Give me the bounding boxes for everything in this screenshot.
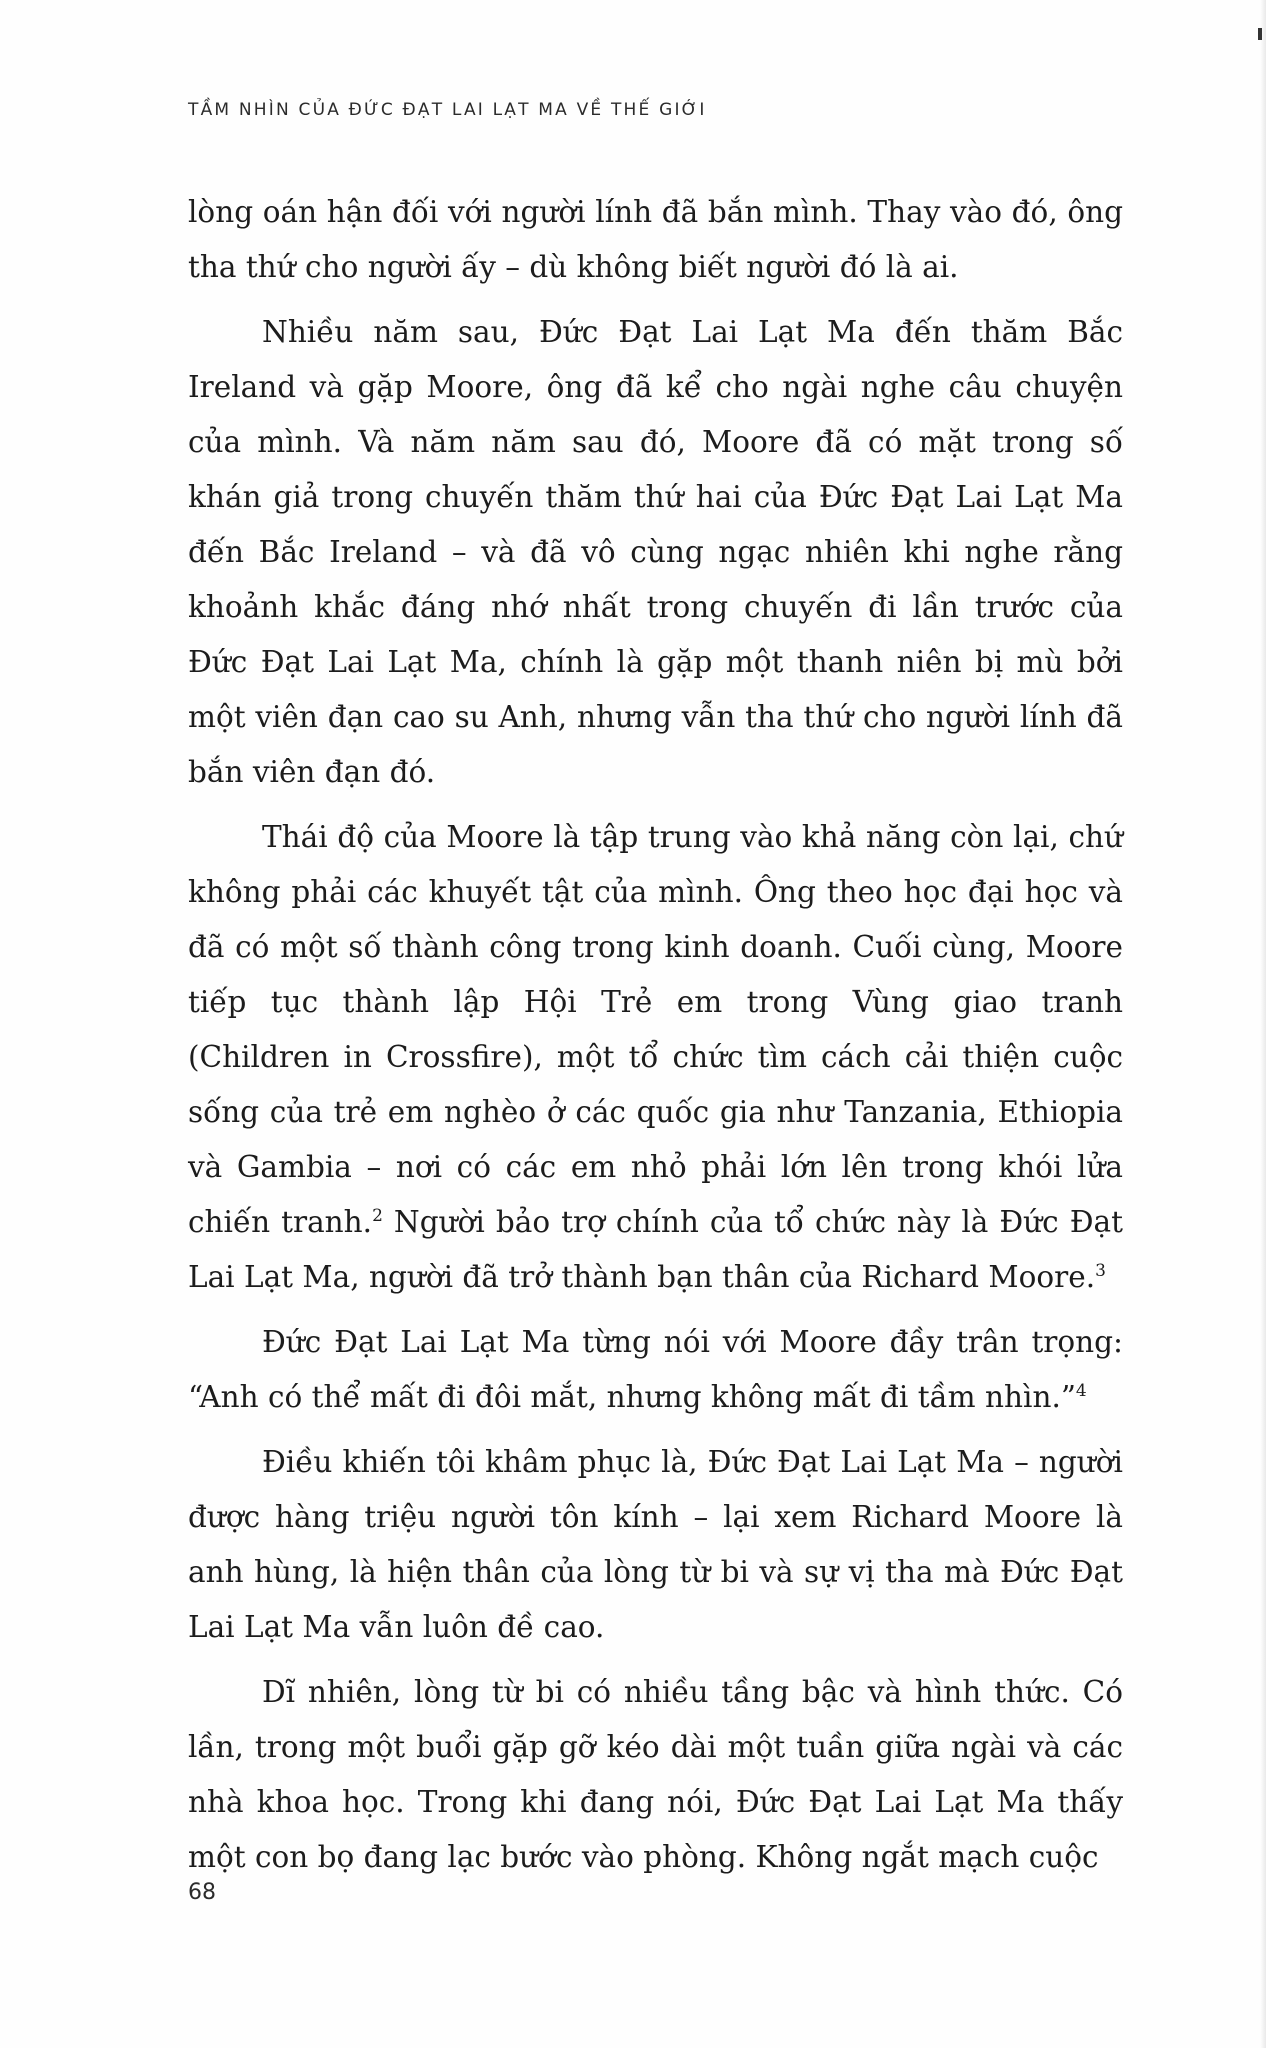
page-edge-shadow bbox=[1260, 0, 1266, 2048]
footnote-ref[interactable]: 4 bbox=[1075, 1381, 1087, 1402]
corner-mark bbox=[1258, 28, 1262, 40]
paragraph: Điều khiến tôi khâm phục là, Đức Đạt Lai Lạt Ma – người được hàng triệu người tôn kính – lại xem Richard Moore là anh hùng, là hiện thân của lòng từ bi và sự vị tha mà Đức Đạt Lai Lạt Ma vẫn luôn đề cao. bbox=[188, 1445, 1123, 1644]
footnote-ref[interactable]: 2 bbox=[372, 1206, 383, 1227]
running-header: TẦM NHÌN CỦA ĐỨC ĐẠT LAI LẠT MA VỀ THẾ GIỚI bbox=[188, 100, 707, 120]
paragraph: Nhiều năm sau, Đức Đạt Lai Lạt Ma đến thăm Bắc Ireland và gặp Moore, ông đã kể cho ngài nghe câu chuyện của mình. Và năm năm sau đó, Moore đã có mặt trong số khán giả trong chuyến thăm thứ hai của Đức Đạt Lai Lạt Ma đến Bắc Ireland – và đã vô cùng ngạc nhiên khi nghe rằng khoảnh khắc đáng nhớ nhất trong chuyến đi lần trước của Đức Đạt Lai Lạt Ma, chính là gặp một thanh niên bị mù bởi một viên đạn cao su Anh, nhưng vẫn tha thứ cho người lính đã bắn viên đạn đó. bbox=[188, 315, 1123, 789]
body-text bbox=[188, 185, 1123, 1895]
paragraph: Thái độ của Moore là tập trung vào khả năng còn lại, chứ không phải các khuyết tật của mình. Ông theo học đại học và đã có một số thành công trong kinh doanh. Cuối cùng, Moore tiếp tục thành lập Hội Trẻ em trong Vùng giao tranh (Children in Crossfire), một tổ chức tìm cách cải thiện cuộc sống của trẻ em nghèo ở các quốc gia như Tanzania, Ethiopia và Gambia – nơi có các em nhỏ phải lớn lên trong khói lửa chiến tranh.$^2$ Người bảo trợ chính của tổ chức này là Đức Đạt Lai Lạt Ma, người đã trở thành bạn thân của Richard Moore.$^3$ bbox=[188, 820, 1123, 1294]
page-number: 68 bbox=[188, 1880, 216, 1905]
paragraph: Đức Đạt Lai Lạt Ma từng nói với Moore đầy trân trọng: “Anh có thể mất đi đôi mắt, nhưng không mất đi tầm nhìn.”$^4$ bbox=[188, 1325, 1123, 1414]
paragraph: lòng oán hận đối với người lính đã bắn mình. Thay vào đó, ông tha thứ cho người ấy – dù không biết người đó là ai. bbox=[188, 195, 1123, 284]
paragraph: Dĩ nhiên, lòng từ bi có nhiều tầng bậc và hình thức. Có lần, trong một buổi gặp gỡ kéo dài một tuần giữa ngài và các nhà khoa học. Trong khi đang nói, Đức Đạt Lai Lạt Ma thấy một con bọ đang lạc bước vào phòng. Không ngắt mạch cuộc bbox=[188, 1675, 1123, 1874]
footnote-ref[interactable]: 3 bbox=[1095, 1261, 1106, 1282]
